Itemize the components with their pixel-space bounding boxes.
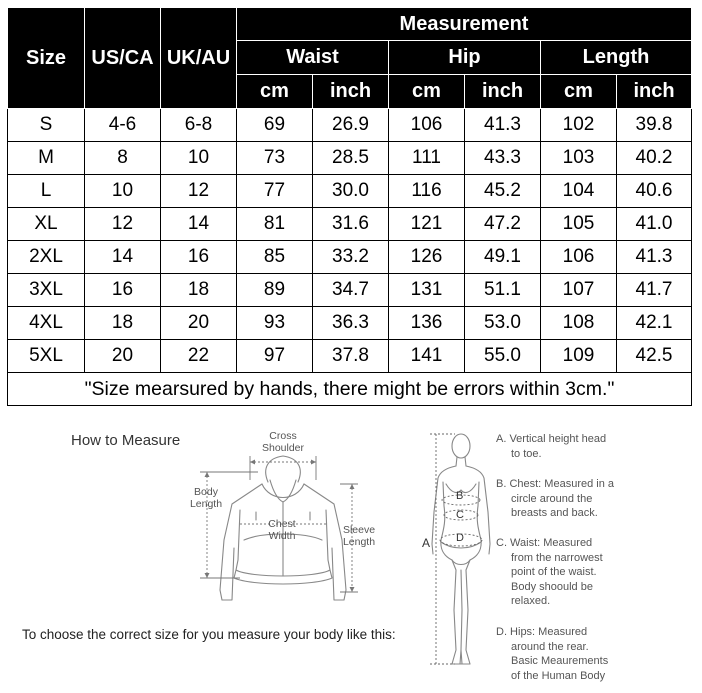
header-size: Size	[8, 8, 85, 109]
cell-waist-in: 30.0	[313, 175, 389, 208]
cell-uk-au: 18	[161, 274, 237, 307]
cell-us-ca: 16	[85, 274, 161, 307]
cell-size: 3XL	[8, 274, 85, 307]
header-length-inch: inch	[617, 75, 692, 109]
cell-len-in: 42.1	[617, 307, 692, 340]
note-d: D. Hips: Measured around the rear. Basic Meaurements of the Human Body	[496, 626, 609, 682]
cell-us-ca: 20	[85, 340, 161, 373]
cell-len-cm: 106	[541, 241, 617, 274]
cell-hip-cm: 136	[389, 307, 465, 340]
cell-uk-au: 10	[161, 142, 237, 175]
cell-hip-in: 43.3	[465, 142, 541, 175]
cell-uk-au: 20	[161, 307, 237, 340]
table-row	[8, 109, 692, 142]
header-waist-inch: inch	[313, 75, 389, 109]
cell-size: L	[8, 175, 85, 208]
cell-waist-cm: 93	[237, 307, 313, 340]
header-uk-au: UK/AU	[161, 8, 237, 109]
cell-hip-cm: 111	[389, 142, 465, 175]
cell-size: 4XL	[8, 307, 85, 340]
cell-us-ca: 14	[85, 241, 161, 274]
cell-hip-in: 55.0	[465, 340, 541, 373]
cell-len-cm: 102	[541, 109, 617, 142]
cell-len-in: 39.8	[617, 109, 692, 142]
note-a: A. Vertical height head to toe.	[496, 433, 607, 460]
figure-label-d: D	[456, 532, 464, 544]
cell-waist-cm: 69	[237, 109, 313, 142]
table-row	[8, 175, 692, 208]
table-row	[8, 142, 692, 175]
figure-label-c: C	[456, 509, 464, 521]
table-row	[8, 241, 692, 274]
figure-label-a: A	[422, 536, 431, 550]
table-row	[8, 274, 692, 307]
cell-len-in: 41.0	[617, 208, 692, 241]
cell-waist-in: 28.5	[313, 142, 389, 175]
how-to-measure-title: How to Measure	[71, 432, 181, 449]
cell-uk-au: 16	[161, 241, 237, 274]
cell-waist-cm: 73	[237, 142, 313, 175]
table-footnote: "Size mearsured by hands, there might be errors within 3cm."	[8, 373, 692, 406]
cell-len-in: 42.5	[617, 340, 692, 373]
header-hip-cm: cm	[389, 75, 465, 109]
cell-waist-cm: 77	[237, 175, 313, 208]
cell-len-cm: 105	[541, 208, 617, 241]
cell-size: 5XL	[8, 340, 85, 373]
cross-shoulder-label: Cross Shoulder	[261, 430, 305, 454]
header-measurement: Measurement	[237, 8, 692, 41]
cell-size: 2XL	[8, 241, 85, 274]
cell-us-ca: 8	[85, 142, 161, 175]
cell-hip-cm: 141	[389, 340, 465, 373]
cell-uk-au: 12	[161, 175, 237, 208]
cell-hip-in: 41.3	[465, 109, 541, 142]
cell-us-ca: 18	[85, 307, 161, 340]
cell-waist-in: 33.2	[313, 241, 389, 274]
cell-len-cm: 104	[541, 175, 617, 208]
cell-hip-in: 47.2	[465, 208, 541, 241]
table-row	[8, 307, 692, 340]
figure-label-b: B	[456, 490, 464, 502]
cell-us-ca: 4-6	[85, 109, 161, 142]
table-row	[8, 208, 692, 241]
cell-waist-in: 31.6	[313, 208, 389, 241]
cell-waist-cm: 89	[237, 274, 313, 307]
chest-width-label: Chest Width	[268, 518, 296, 542]
cell-waist-cm: 81	[237, 208, 313, 241]
cell-waist-in: 37.8	[313, 340, 389, 373]
cell-uk-au: 22	[161, 340, 237, 373]
body-length-label: Body Length	[189, 486, 223, 510]
cell-waist-in: 34.7	[313, 274, 389, 307]
header-waist: Waist	[237, 41, 389, 75]
cell-len-in: 40.6	[617, 175, 692, 208]
cell-size: XL	[8, 208, 85, 241]
cell-waist-cm: 97	[237, 340, 313, 373]
cell-size: M	[8, 142, 85, 175]
cell-us-ca: 10	[85, 175, 161, 208]
cell-len-cm: 108	[541, 307, 617, 340]
choose-size-instruction: To choose the correct size for you measure your body like this:	[22, 627, 396, 642]
cell-hip-in: 53.0	[465, 307, 541, 340]
cell-hip-cm: 106	[389, 109, 465, 142]
cell-len-in: 41.7	[617, 274, 692, 307]
cell-size: S	[8, 109, 85, 142]
sleeve-length-label: Sleeve Length	[342, 524, 376, 548]
table-row	[8, 340, 692, 373]
cell-uk-au: 14	[161, 208, 237, 241]
cell-len-cm: 107	[541, 274, 617, 307]
cell-hip-cm: 121	[389, 208, 465, 241]
measure-guide	[0, 420, 702, 693]
header-length-cm: cm	[541, 75, 617, 109]
cell-hip-in: 45.2	[465, 175, 541, 208]
cell-hip-in: 51.1	[465, 274, 541, 307]
header-hip-inch: inch	[465, 75, 541, 109]
cell-hip-cm: 126	[389, 241, 465, 274]
cell-len-in: 40.2	[617, 142, 692, 175]
cell-hip-cm: 131	[389, 274, 465, 307]
header-waist-cm: cm	[237, 75, 313, 109]
human-figure	[432, 434, 490, 664]
header-length: Length	[541, 41, 692, 75]
cell-len-cm: 109	[541, 340, 617, 373]
cell-len-in: 41.3	[617, 241, 692, 274]
cell-waist-in: 36.3	[313, 307, 389, 340]
note-b: B. Chest: Measured in a circle around the breasts and back.	[496, 478, 615, 520]
cell-len-cm: 103	[541, 142, 617, 175]
cell-waist-in: 26.9	[313, 109, 389, 142]
cell-uk-au: 6-8	[161, 109, 237, 142]
header-hip: Hip	[389, 41, 541, 75]
cell-hip-cm: 116	[389, 175, 465, 208]
size-chart-table	[7, 7, 692, 406]
cell-hip-in: 49.1	[465, 241, 541, 274]
cell-waist-cm: 85	[237, 241, 313, 274]
note-c: C. Waist: Measured from the narrowest point of the waist. Body shoould be relaxed.	[496, 537, 603, 608]
header-us-ca: US/CA	[85, 8, 161, 109]
cell-us-ca: 12	[85, 208, 161, 241]
